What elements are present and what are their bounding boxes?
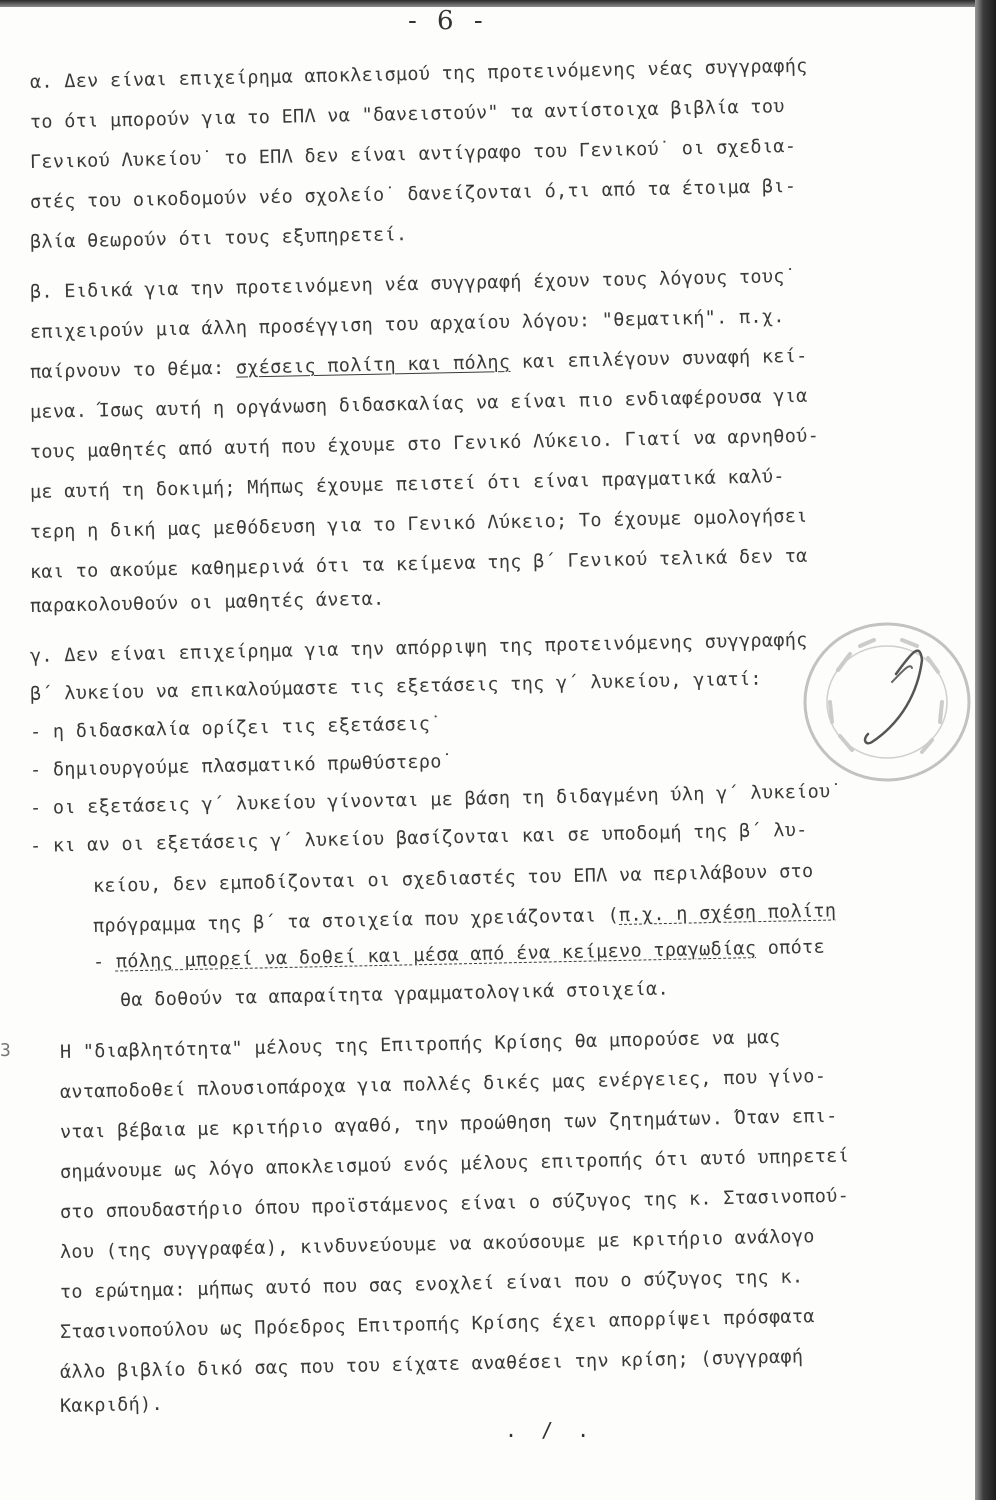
- para-b-line-8: και το ακούμε καθημερινά ότι τα κείμενα της β΄ Γενικού τελικά δεν τα: [29, 545, 808, 583]
- stamp-with-signature: [742, 612, 975, 802]
- para-d-line-8: Στασινοπούλου ως Πρόεδρος Επιτροπής Κρίσης έχει απορρίψει πρόσφατα: [59, 1306, 815, 1343]
- para-d-line-10: Κακριδή).: [59, 1393, 164, 1417]
- para-b-line-3: [30, 346, 808, 383]
- para-d-line-6: λου (της συγγραφέα), κινδυνεύουμε να ακούσουμε με κριτήριο ανάλογο: [59, 1226, 815, 1263]
- bullet-4-cont-3-end: οπότε: [756, 936, 826, 960]
- para-d-line-5: στο σπουδαστήριο όπου προϊστάμενος είναι ο σύζυγος της κ. Στασινοπού-: [59, 1185, 850, 1223]
- underlined-example-1: π.χ. η σχέση πολίτη: [618, 900, 837, 926]
- para-d-line-1: Η "διαβλητότητα" μέλους της Επιτροπής Κρίσης θα μπορούσε να μας: [59, 1026, 781, 1063]
- bullet-4-cont-4: θα δοθούν τα απαραίτητα γραμματολογικά στοιχεία.: [119, 978, 670, 1011]
- para-a-line-5: βλία θεωρούν ότι τους εξυπηρετεί.: [29, 224, 408, 253]
- para-c-line-2: β΄ λυκείου να επικαλούμαστε τις εξετάσεις της γ΄ λυκείου, γιατί:: [29, 668, 763, 705]
- para-b-line-3-end: και επιλέγουν συναφή κεί-: [510, 345, 808, 373]
- para-a-line-4: στές του οικοδομούν νέο σχολείο˙ δανείζονται ό,τι από τα έτοιμα βι-: [29, 175, 797, 213]
- bullet-4-cont-1: κείου, δεν εμποδίζονται οι σχεδιαστές του ΕΠΛ να περιλάβουν στο: [92, 860, 814, 897]
- bullet-1: - η διδασκαλία ορίζει τις εξετάσεις˙: [29, 713, 442, 743]
- para-b-line-6: με αυτή τη δοκιμή; Μήπως έχουμε πειστεί ότι είναι πραγματικά καλύ-: [29, 466, 785, 503]
- bullet-4-cont-3-dash: -: [92, 951, 117, 973]
- underlined-topic: σχέσεις πολίτη και πόλης: [235, 351, 511, 379]
- bullet-4-cont-3: [93, 937, 825, 973]
- para-d-line-2: ανταποδοθεί πλουσιοπάροχα για πολλές δικές μας ενέργειες, που γίνο-: [59, 1065, 827, 1103]
- para-a-line-3: Γενικού Λυκείου˙ το ΕΠΛ δεν είναι αντίγραφο του Γενικού˙ οι σχεδια-: [29, 135, 797, 173]
- page-number: - 6 -: [408, 6, 489, 36]
- para-b-line-2: επιχειρούν μια άλλη προσέγγιση του αρχαίου λόγου: "θεματική". π.χ.: [29, 306, 785, 343]
- para-d-line-3: νται βέβαια με κριτήριο αγαθό, την προώθηση των ζητημάτων. Όταν επι-: [59, 1105, 838, 1143]
- para-c-line-1: γ. Δεν είναι επιχείρημα για την απόρριψη της προτεινόμενης συγγραφής: [29, 629, 808, 667]
- para-a-line-2: το ότι μπορούν για το ΕΠΛ να "δανειστούν" τα αντίστοιχα βιβλία του: [29, 96, 785, 133]
- para-b-line-9: παρακολουθούν οι μαθητές άνετα.: [29, 588, 385, 617]
- margin-mark: 3: [0, 1040, 11, 1061]
- para-d-line-4: σημάνουμε ως λόγο αποκλεισμού ενός μέλους επιτροπής ότι αυτό υπηρετεί: [59, 1145, 850, 1183]
- bullet-4-cont-2-start: πρόγραμμα της β΄ τα στοιχεία που χρειάζονται (: [92, 904, 620, 937]
- para-d-line-7: το ερώτημα: μήπως αυτό που σας ενοχλεί είναι που ο σύζυγος της κ.: [59, 1266, 804, 1303]
- bullet-4-cont-2: [93, 900, 837, 937]
- para-b-line-5: τους μαθητές από αυτή που έχουμε στο Γενικό Λύκειο. Γιατί να αρνηθού-: [29, 425, 820, 463]
- para-d-line-9: άλλο βιβλίο δικό σας που του είχατε αναθέσει την κρίση; (συγγραφή: [59, 1346, 804, 1383]
- para-a-line-1: α. Δεν είναι επιχείρημα αποκλεισμού της προτεινόμενης νέας συγγραφής: [29, 55, 808, 93]
- para-b-line-3-start: παίρνουν το θέμα:: [29, 357, 237, 383]
- bullet-3: - οι εξετάσεις γ΄ λυκείου γίνονται με βάση τη διδαγμένη ύλη γ΄ λυκείου˙: [29, 780, 843, 819]
- para-b-line-7: τερη η δική μας μεθόδευση για το Γενικό Λύκειο; Το έχουμε ομολογήσει: [29, 505, 808, 543]
- underlined-example-2: πόλης μπορεί να δοθεί και μέσα από ένα κείμενο τραγωδίας: [115, 938, 757, 973]
- bullet-2: - δημιουργούμε πλασματικό πρωθύστερο˙: [29, 751, 454, 781]
- page-continuation-mark: . / .: [505, 1418, 596, 1442]
- para-b-line-1: β. Ειδικά για την προτεινόμενη νέα συγγραφή έχουν τους λόγους τους˙: [29, 265, 797, 303]
- bullet-4: - κι αν οι εξετάσεις γ΄ λυκείου βασίζονται και σε υποδομή της β΄ λυ-: [29, 819, 808, 857]
- scan-right-edge: [975, 0, 996, 1500]
- para-b-line-4: μενα. Ίσως αυτή η οργάνωση διδασκαλίας να είναι πιο ενδιαφέρουσα για: [29, 385, 808, 423]
